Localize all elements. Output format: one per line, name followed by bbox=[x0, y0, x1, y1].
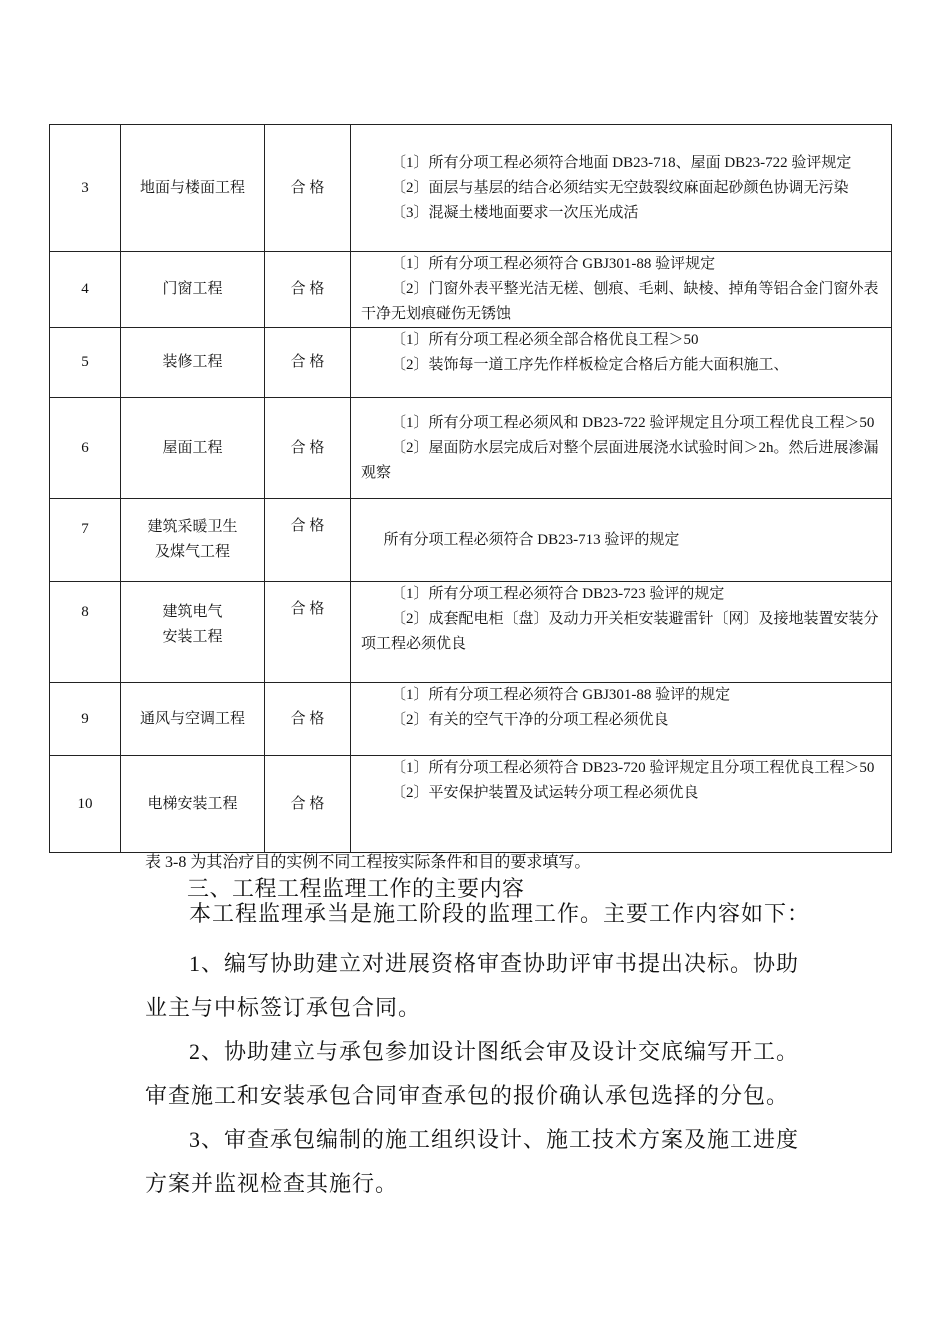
row-number: 6 bbox=[50, 398, 121, 499]
requirement-line: 所有分项工程必须符合 DB23-713 验评的规定 bbox=[383, 531, 680, 548]
section-heading: 三、工程工程监理工作的主要内容 bbox=[187, 876, 525, 901]
table-row bbox=[50, 398, 892, 499]
list-item: 1、编写协助建立对进展资格审查协助评审书提出决标。协助业主与中标签订承包合同。 bbox=[145, 951, 800, 1020]
requirement-line: 〔3〕混凝土楼地面要求一次压光成活 bbox=[391, 204, 639, 221]
project-name: 地面与楼面工程 bbox=[121, 125, 265, 252]
requirement-line: 〔2〕屋面防水层完成后对整个层面进展浇水试验时间＞2h。然后进展渗漏观察 bbox=[361, 439, 879, 481]
table-row bbox=[50, 125, 892, 252]
requirement-line: 〔1〕所有分项工程必须全部合格优良工程＞50 bbox=[391, 332, 699, 348]
quality-grade: 合 格 bbox=[265, 499, 351, 582]
requirement-line: 〔2〕有关的空气干净的分项工程必须优良 bbox=[391, 712, 669, 728]
quality-grade: 合 格 bbox=[265, 756, 351, 853]
requirement-line: 〔1〕所有分项工程必须符合 GBJ301-88 验评规定 bbox=[391, 256, 716, 272]
row-number: 10 bbox=[50, 756, 121, 853]
row-number: 7 bbox=[50, 499, 121, 582]
table-row bbox=[50, 499, 892, 582]
acceptance-standards-table bbox=[49, 124, 892, 853]
requirements-cell bbox=[351, 683, 892, 756]
quality-grade: 合 格 bbox=[265, 125, 351, 252]
quality-grade: 合 格 bbox=[265, 252, 351, 328]
table-row bbox=[50, 252, 892, 328]
project-name: 电梯安装工程 bbox=[121, 756, 265, 853]
row-number: 5 bbox=[50, 328, 121, 398]
requirement-line: 〔1〕所有分项工程必须符合 DB23-720 验评规定且分项工程优良工程＞50 bbox=[391, 760, 875, 776]
row-number: 9 bbox=[50, 683, 121, 756]
project-name: 建筑采暖卫生 及煤气工程 bbox=[121, 499, 265, 582]
requirement-line: 〔2〕面层与基层的结合必须结实无空鼓裂纹麻面起砂颜色协调无污染 bbox=[391, 179, 849, 196]
requirement-line: 〔1〕所有分项工程必须符合地面 DB23-718、屋面 DB23-722 验评规定 bbox=[391, 154, 852, 171]
requirement-line: 〔1〕所有分项工程必须风和 DB23-722 验评规定且分项工程优良工程＞50 bbox=[391, 414, 875, 431]
table-row bbox=[50, 328, 892, 398]
requirements-cell bbox=[351, 252, 892, 328]
project-name: 门窗工程 bbox=[121, 252, 265, 328]
requirements-cell bbox=[351, 756, 892, 853]
requirement-line: 〔2〕装饰每一道工序先作样板检定合格后方能大面积施工、 bbox=[391, 357, 789, 373]
table-row bbox=[50, 582, 892, 683]
body-text bbox=[145, 900, 815, 1206]
project-name: 通风与空调工程 bbox=[121, 683, 265, 756]
requirements-cell bbox=[351, 582, 892, 683]
requirement-line: 〔2〕平安保护装置及试运转分项工程必须优良 bbox=[391, 785, 699, 801]
row-number: 3 bbox=[50, 125, 121, 252]
quality-grade: 合 格 bbox=[265, 398, 351, 499]
project-name: 装修工程 bbox=[121, 328, 265, 398]
project-name: 建筑电气 安装工程 bbox=[121, 582, 265, 683]
row-number: 4 bbox=[50, 252, 121, 328]
requirement-line: 〔1〕所有分项工程必须符合 GBJ301-88 验评的规定 bbox=[391, 687, 731, 703]
requirement-line: 〔1〕所有分项工程必须符合 DB23-723 验评的规定 bbox=[391, 586, 725, 602]
requirement-line: 〔2〕门窗外表平整光洁无槎、刨痕、毛刺、缺棱、掉角等铝合金门窗外表干净无划痕碰伤无锈蚀 bbox=[361, 281, 879, 322]
quality-grade: 合 格 bbox=[265, 328, 351, 398]
quality-grade: 合 格 bbox=[265, 582, 351, 683]
row-number: 8 bbox=[50, 582, 121, 683]
requirements-cell bbox=[351, 328, 892, 398]
table-footnote: 表 3-8 为其治疗目的实例不同工程按实际条件和目的要求填写。 bbox=[145, 854, 591, 871]
table-row bbox=[50, 756, 892, 853]
list-item: 3、审查承包编制的施工组织设计、施工技术方案及施工进度方案并监视检查其施行。 bbox=[145, 1127, 800, 1196]
requirements-cell bbox=[351, 499, 892, 582]
project-name: 屋面工程 bbox=[121, 398, 265, 499]
table-row bbox=[50, 683, 892, 756]
requirement-line: 〔2〕成套配电柜〔盘〕及动力开关柜安装避雷针〔网〕及接地装置安装分项工程必须优良 bbox=[361, 611, 879, 652]
requirements-cell bbox=[351, 125, 892, 252]
intro-paragraph: 本工程监理承当是施工阶段的监理工作。主要工作内容如下： bbox=[189, 901, 811, 926]
quality-grade: 合 格 bbox=[265, 683, 351, 756]
requirements-cell bbox=[351, 398, 892, 499]
list-item: 2、协助建立与承包参加设计图纸会审及设计交底编写开工。审查施工和安装承包合同审查承包的报价确认承包选择的分包。 bbox=[145, 1039, 800, 1108]
